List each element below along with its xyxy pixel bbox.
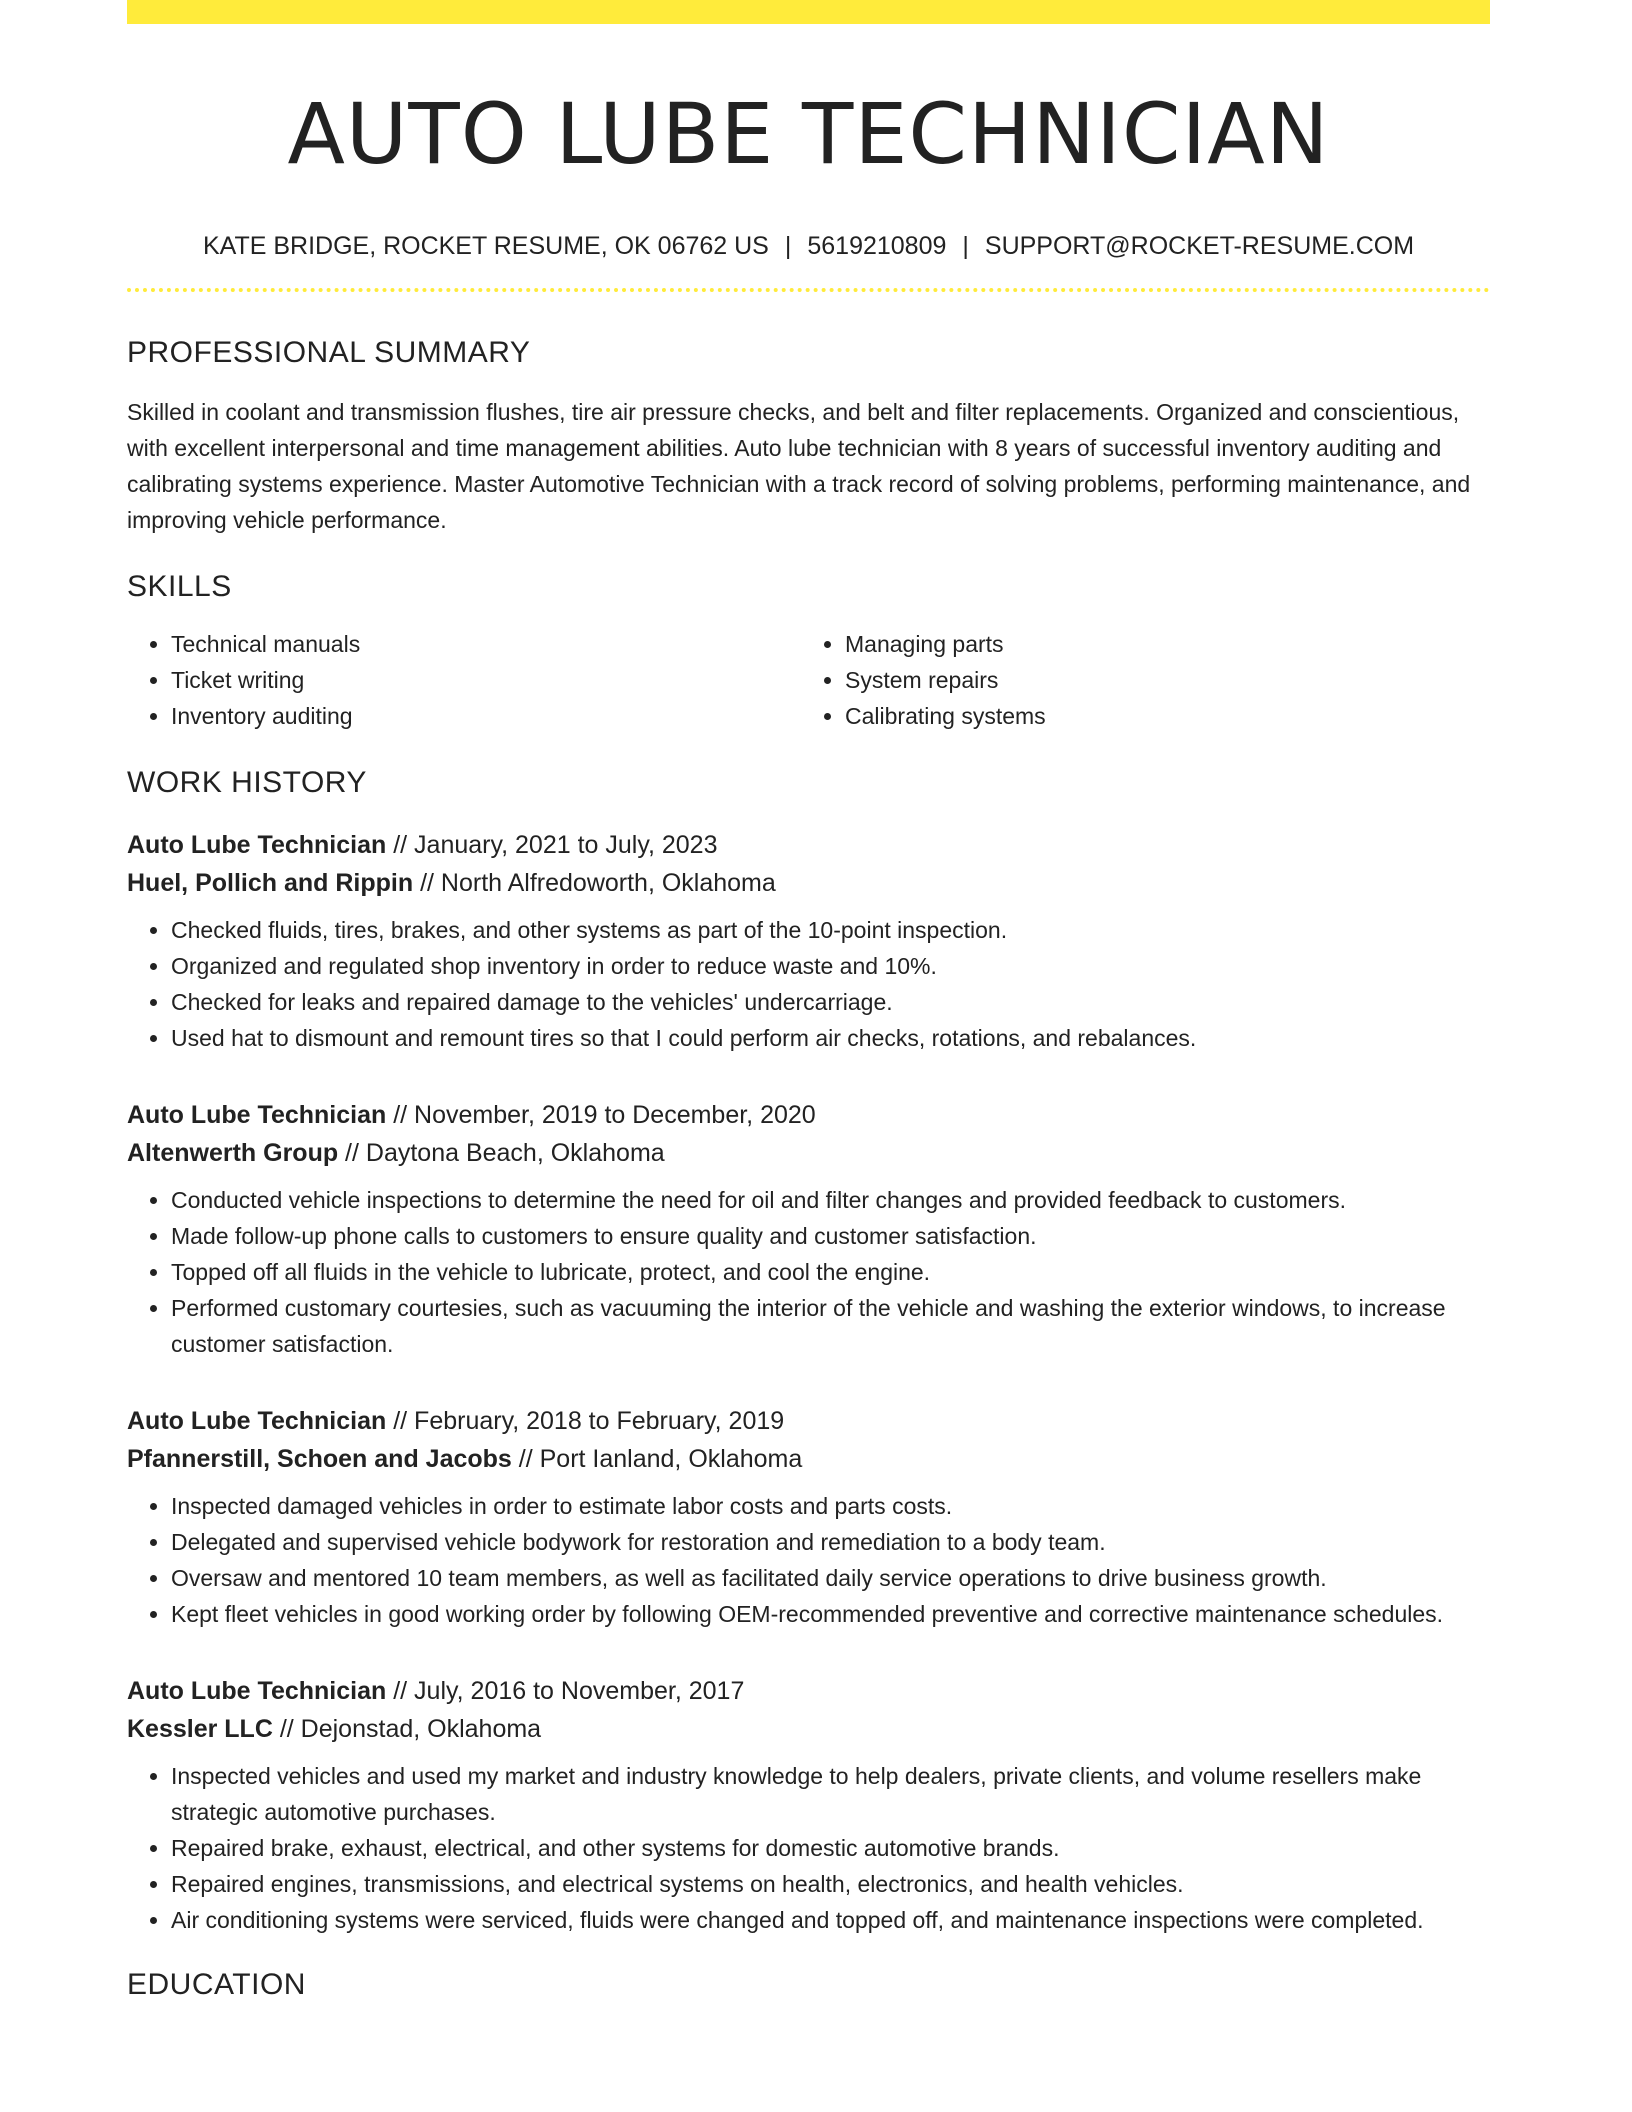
job-title-line xyxy=(127,1672,1490,1710)
skill-item: • Ticket writing xyxy=(171,662,801,698)
job-bullet: • Inspected vehicles and used my market and industry knowledge to help dealers, private clients, and volume resellers make strategic automotive purchases. xyxy=(171,1758,1490,1830)
work-history-heading: WORK HISTORY xyxy=(127,766,367,799)
job-entry xyxy=(127,1672,1490,1938)
job-bullet: • Used hat to dismount and remount tires so that I could perform air checks, rotations, and rebalances. xyxy=(171,1020,1490,1056)
skills-column-right xyxy=(801,626,1475,734)
education-heading: EDUCATION xyxy=(127,1968,306,2001)
job-bullet: • Repaired brake, exhaust, electrical, and other systems for domestic automotive brands. xyxy=(171,1830,1490,1866)
skills-column-left xyxy=(127,626,801,734)
job-title: Auto Lube Technician xyxy=(127,1101,387,1129)
job-title-line xyxy=(127,1402,1490,1440)
resume-title: AUTO LUBE TECHNICIAN xyxy=(287,85,1330,183)
job-entry xyxy=(127,1096,1490,1362)
job-bullet: • Made follow-up phone calls to customers to ensure quality and customer satisfaction. xyxy=(171,1218,1490,1254)
resume-page xyxy=(127,0,1490,2004)
contact-separator: | xyxy=(784,232,792,260)
job-dates: // November, 2019 to December, 2020 xyxy=(386,1101,816,1129)
skill-item: • Technical manuals xyxy=(171,626,801,662)
job-company-line xyxy=(127,864,1490,902)
job-entry xyxy=(127,826,1490,1056)
job-title-line xyxy=(127,826,1490,864)
top-accent-bar xyxy=(127,0,1490,24)
job-company: Huel, Pollich and Rippin xyxy=(127,869,414,897)
job-location: // Port Ianland, Oklahoma xyxy=(511,1445,803,1473)
header-divider xyxy=(127,288,1490,292)
job-title: Auto Lube Technician xyxy=(127,1407,387,1435)
job-bullets xyxy=(127,912,1490,1056)
job-company: Pfannerstill, Schoen and Jacobs xyxy=(127,1445,512,1473)
contact-name-address: KATE BRIDGE, ROCKET RESUME, OK 06762 US xyxy=(202,232,769,260)
job-bullet: • Delegated and supervised vehicle bodywork for restoration and remediation to a body team. xyxy=(171,1524,1490,1560)
job-company: Kessler LLC xyxy=(127,1715,273,1743)
job-location: // North Alfredoworth, Oklahoma xyxy=(413,869,776,897)
job-title: Auto Lube Technician xyxy=(127,831,387,859)
skills-heading: SKILLS xyxy=(127,570,232,603)
job-bullet: • Conducted vehicle inspections to determine the need for oil and filter changes and provided feedback to customers. xyxy=(171,1182,1490,1218)
contact-email: SUPPORT@ROCKET-RESUME.COM xyxy=(984,232,1415,260)
job-location: // Daytona Beach, Oklahoma xyxy=(338,1139,665,1167)
job-dates: // July, 2016 to November, 2017 xyxy=(386,1677,745,1705)
summary-heading: PROFESSIONAL SUMMARY xyxy=(127,336,531,369)
job-company-line xyxy=(127,1134,1490,1172)
job-bullet: • Kept fleet vehicles in good working order by following OEM-recommended preventive and corrective maintenance schedules. xyxy=(171,1596,1490,1632)
job-bullet: • Air conditioning systems were serviced, fluids were changed and topped off, and maintenance inspections were completed. xyxy=(171,1902,1490,1938)
skill-item: • Inventory auditing xyxy=(171,698,801,734)
job-bullet: • Inspected damaged vehicles in order to estimate labor costs and parts costs. xyxy=(171,1488,1490,1524)
job-bullet: • Organized and regulated shop inventory in order to reduce waste and 10%. xyxy=(171,948,1490,984)
job-bullets xyxy=(127,1758,1490,1938)
skill-item: • Managing parts xyxy=(845,626,1475,662)
contact-phone: 5619210809 xyxy=(807,232,947,260)
job-dates: // January, 2021 to July, 2023 xyxy=(386,831,718,859)
job-bullet: • Oversaw and mentored 10 team members, as well as facilitated daily service operations to drive business growth. xyxy=(171,1560,1490,1596)
job-company-line xyxy=(127,1710,1490,1748)
job-company-line xyxy=(127,1440,1490,1478)
job-bullet: • Checked fluids, tires, brakes, and other systems as part of the 10-point inspection. xyxy=(171,912,1490,948)
job-title-line xyxy=(127,1096,1490,1134)
job-entry xyxy=(127,1402,1490,1632)
job-bullet: • Checked for leaks and repaired damage to the vehicles' undercarriage. xyxy=(171,984,1490,1020)
contact-separator: | xyxy=(962,232,969,260)
job-bullet: • Repaired engines, transmissions, and electrical systems on health, electronics, and health vehicles. xyxy=(171,1866,1490,1902)
skill-item: • System repairs xyxy=(845,662,1475,698)
skills-list xyxy=(127,626,1490,734)
job-bullet: • Performed customary courtesies, such as vacuuming the interior of the vehicle and washing the exterior windows, to increase customer satisfaction. xyxy=(171,1290,1490,1362)
job-dates: // February, 2018 to February, 2019 xyxy=(386,1407,785,1435)
contact-line xyxy=(127,230,1490,262)
job-bullet: • Topped off all fluids in the vehicle to lubricate, protect, and cool the engine. xyxy=(171,1254,1490,1290)
summary-text: Skilled in coolant and transmission flushes, tire air pressure checks, and belt and filter replacements. Organized and conscientious, with excellent interpersonal and time management abilities. Auto lube technician with 8 years of successful inventory auditing and calibrating systems experience. Master Automotive Technician with a track record of solving problems, performing maintenance, and improving vehicle performance. xyxy=(127,399,1471,533)
job-bullets xyxy=(127,1182,1490,1362)
job-location: // Dejonstad, Oklahoma xyxy=(272,1715,542,1743)
job-title: Auto Lube Technician xyxy=(127,1677,387,1705)
skill-item: • Calibrating systems xyxy=(845,698,1475,734)
job-company: Altenwerth Group xyxy=(127,1139,339,1167)
job-bullets xyxy=(127,1488,1490,1632)
